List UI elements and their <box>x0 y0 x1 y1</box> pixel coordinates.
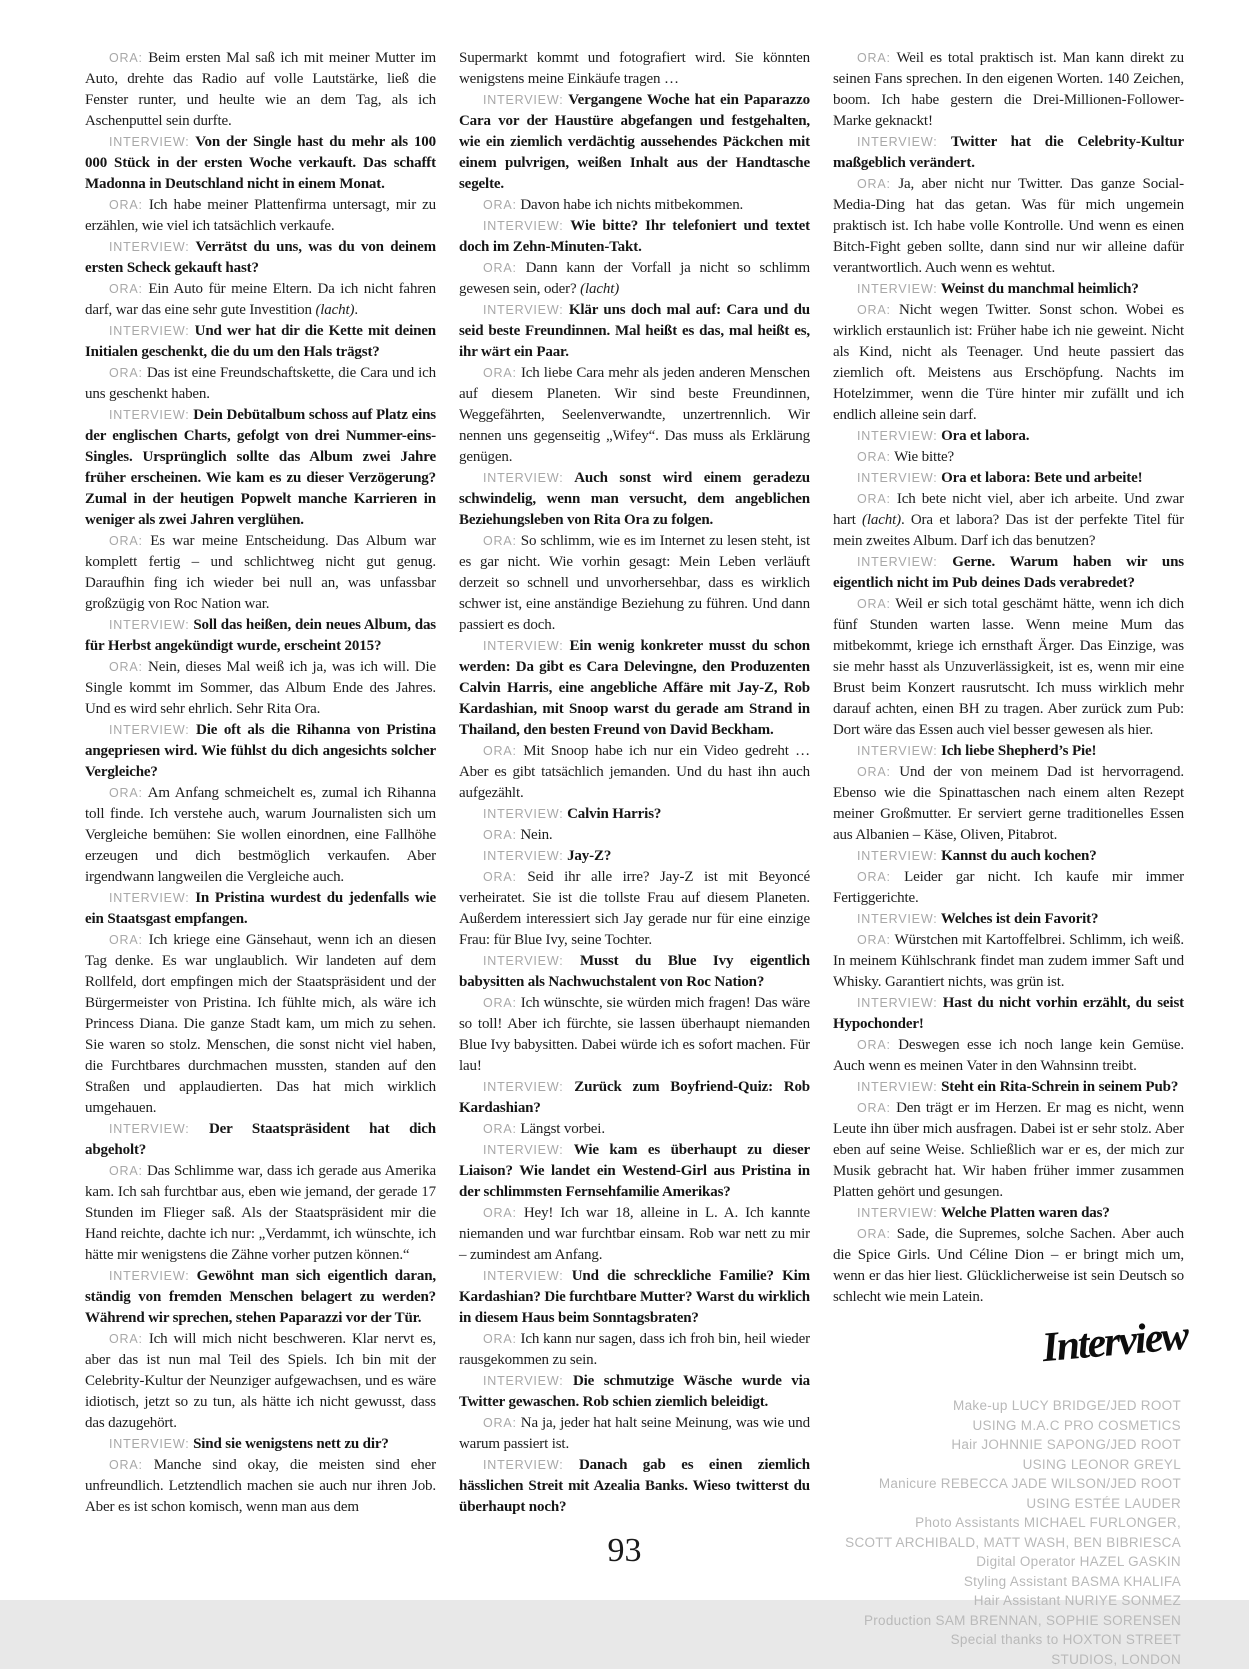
speaker-label: ORA: <box>857 1227 891 1241</box>
interview-question: INTERVIEW: Der Staatspräsident hat dich abgeholt? <box>85 1119 436 1161</box>
speaker-label: ORA: <box>109 534 143 548</box>
ora-answer: ORA: Den trägt er im Herzen. Er mag es nicht, wenn Leute ihn über mich ausfragen. Dabei ist er sehr stolz. Aber eben auf seine Weise. Schließlich war er es, der mich zur Musik gebracht hat. Wir haben früher immer zusammen Platten gehört und gesungen. <box>833 1098 1184 1203</box>
ora-answer: ORA: Ich bete nicht viel, aber ich arbeite. Und zwar hart (lacht). Ora et labora? Das ist der perfekte Titel für mein zweites Album. Darf ich das benutzen? <box>833 489 1184 552</box>
speaker-label: INTERVIEW: <box>857 1206 937 1220</box>
speaker-label: INTERVIEW: <box>109 1122 189 1136</box>
speaker-label: INTERVIEW: <box>109 723 189 737</box>
interview-question: INTERVIEW: Danach gab es einen ziemlich hässlichen Streit mit Azealia Banks. Wieso twitterst du überhaupt noch? <box>459 1455 810 1518</box>
speaker-label: INTERVIEW: <box>857 282 937 296</box>
ora-answer: ORA: So schlimm, wie es im Internet zu lesen steht, ist es gar nicht. Wie vorhin gesagt: Mein Leben verläuft derzeit so schnell und unvorhersehbar, dass es wirklich schwer ist, eine anständige Beziehung zu führen. Und dann passiert es doch. <box>459 531 810 636</box>
ora-answer: ORA: Weil er sich total geschämt hätte, wenn ich dich fünf Stunden warten lasse. Wenn meine Mum das mitbekommt, kriege ich ernsthaft Ärger. Das Einzige, was sie mehr hasst als Unzuverlässigkeit, ist es, wenn mir eine Brust beim Konzert rausrutscht. Ich muss wirklich mehr darauf achten, einen BH zu tragen. Aber zurück zum Pub: Dort wäre das Essen auch viel besser gewesen als hier. <box>833 594 1184 741</box>
speaker-label: ORA: <box>857 450 891 464</box>
ora-answer: ORA: Dann kann der Vorfall ja nicht so schlimm gewesen sein, oder? (lacht) <box>459 258 810 300</box>
ora-answer: ORA: Nein. <box>459 825 810 846</box>
speaker-label: INTERVIEW: <box>857 1080 937 1094</box>
speaker-label: INTERVIEW: <box>857 744 937 758</box>
interview-question: INTERVIEW: Sind sie wenigstens nett zu dir? <box>85 1434 436 1455</box>
speaker-label: INTERVIEW: <box>483 639 563 653</box>
credit-line: Manicure REBECCA JADE WILSON/JED ROOT <box>845 1474 1181 1494</box>
interview-question: INTERVIEW: Zurück zum Boyfriend-Quiz: Rob Kardashian? <box>459 1077 810 1119</box>
ora-answer: ORA: Nicht wegen Twitter. Sonst schon. Wobei es wirklich erstaunlich ist: Früher habe ich nie geweint. Nicht als Kind, nicht als Teenager. Und heute passiert das ziemlich oft. Meistens aus Erschöpfung. Nachts im Hotelzimmer, wenn die Türe hinter mir zufällt und ich endlich alleine sein darf. <box>833 300 1184 426</box>
ora-answer: ORA: Am Anfang schmeichelt es, zumal ich Rihanna toll finde. Ich verstehe auch, warum Journalisten sich um Vergleiche bemühen: Sie wollen einordnen, eine Fallhöhe erzeugen und dich bestmöglich verkaufen. Aber irgendwann langweilen die Vergleiche auch. <box>85 783 436 888</box>
credit-line: Make-up LUCY BRIDGE/JED ROOT <box>845 1396 1181 1416</box>
interview-question: INTERVIEW: Kannst du auch kochen? <box>833 846 1184 867</box>
credit-line: USING LEONOR GREYL <box>845 1455 1181 1475</box>
interview-question: INTERVIEW: Soll das heißen, dein neues Album, das für Herbst angekündigt wurde, erscheint 2015? <box>85 615 436 657</box>
speaker-label: INTERVIEW: <box>109 618 189 632</box>
text-column-2 <box>459 48 810 1518</box>
speaker-label: ORA: <box>483 744 517 758</box>
speaker-label: INTERVIEW: <box>483 1458 563 1472</box>
speaker-label: ORA: <box>483 828 517 842</box>
interview-question: INTERVIEW: Ich liebe Shepherd’s Pie! <box>833 741 1184 762</box>
ora-answer: ORA: Das Schlimme war, dass ich gerade aus Amerika kam. Ich sah furchtbar aus, eben wie jemand, der gerade 17 Stunden im Flieger saß. Als der Staatspräsident mir die Hand reichte, dachte ich nur: „Verdammt, ich wünschte, ich hätte mir wenigstens die Zähne vorher putzen können.“ <box>85 1161 436 1266</box>
speaker-label: ORA: <box>857 597 891 611</box>
speaker-label: ORA: <box>483 870 517 884</box>
speaker-label: ORA: <box>483 1332 517 1346</box>
speaker-label: INTERVIEW: <box>483 954 563 968</box>
speaker-label: ORA: <box>857 51 891 65</box>
speaker-label: INTERVIEW: <box>483 1080 563 1094</box>
speaker-label: INTERVIEW: <box>857 471 937 485</box>
interview-question: INTERVIEW: Ein wenig konkreter musst du schon werden: Da gibt es Cara Delevingne, den Produzenten Calvin Harris, eine angebliche Affäre mit Jay-Z, Rob Kardashian, mit Snoop warst du gerade am Strand in Thailand, den besten Freund von David Beckham. <box>459 636 810 741</box>
speaker-label: ORA: <box>109 51 143 65</box>
ora-answer: ORA: Es war meine Entscheidung. Das Album war komplett fertig – und schlichtweg nicht gut genug. Daraufhin fing ich wieder bei null an, was unfassbar großzügig von Roc Nation war. <box>85 531 436 615</box>
ora-answer: ORA: Ja, aber nicht nur Twitter. Das ganze Social-Media-Ding hat das getan. Was für mich ungemein praktisch ist. Ich habe volle Kontrolle. Und wenn es einen Bitch-Fight geben sollte, dann sind nur wir alleine dafür verantwortlich. Auch wenn es wehtut. <box>833 174 1184 279</box>
speaker-label: INTERVIEW: <box>857 912 937 926</box>
ora-answer: ORA: Und der von meinem Dad ist hervorragend. Ebenso wie die Spinattaschen nach einem alten Rezept meiner Großmutter. Er serviert gerne traditionelles Essen aus Albanien – Käse, Oliven, Pitabrot. <box>833 762 1184 846</box>
interview-question: INTERVIEW: Die schmutzige Wäsche wurde via Twitter gewaschen. Rob schien ziemlich beleidigt. <box>459 1371 810 1413</box>
speaker-label: ORA: <box>483 366 517 380</box>
ora-answer: ORA: Mit Snoop habe ich nur ein Video gedreht … Aber es gibt tatsächlich jemanden. Und du hast ihn auch aufgezählt. <box>459 741 810 804</box>
ora-answer: ORA: Manche sind okay, die meisten sind eher unfreundlich. Letztendlich machen sie auch nur ihren Job. Aber es ist schon komisch, wenn man aus dem <box>85 1455 436 1518</box>
speaker-label: INTERVIEW: <box>109 135 189 149</box>
speaker-label: ORA: <box>109 1164 143 1178</box>
speaker-label: ORA: <box>857 177 891 191</box>
interview-question: INTERVIEW: Vergangene Woche hat ein Paparazzo Cara vor der Haustüre abgefangen und festgehalten, wie ein ziemlich verdächtig aussehendes Päckchen mit einem pulvrigen, weißen Inhalt aus der Handtasche segelte. <box>459 90 810 195</box>
speaker-label: INTERVIEW: <box>483 303 563 317</box>
interview-question: INTERVIEW: Wie bitte? Ihr telefoniert und textet doch im Zehn-Minuten-Takt. <box>459 216 810 258</box>
speaker-label: INTERVIEW: <box>857 429 937 443</box>
speaker-label: INTERVIEW: <box>483 471 563 485</box>
credit-line: Production SAM BRENNAN, SOPHIE SORENSEN <box>845 1611 1181 1631</box>
interview-question: INTERVIEW: Hast du nicht vorhin erzählt, du seist Hypochonder! <box>833 993 1184 1035</box>
speaker-label: INTERVIEW: <box>483 219 563 233</box>
speaker-label: INTERVIEW: <box>483 807 563 821</box>
ora-answer: ORA: Beim ersten Mal saß ich mit meiner Mutter im Auto, drehte das Radio auf volle Lautstärke, ließ die Fenster runter, und heulte wie an dem Tag, als ich Aschenputtel sein durfte. <box>85 48 436 132</box>
speaker-label: INTERVIEW: <box>857 849 937 863</box>
interview-question: INTERVIEW: Klär uns doch mal auf: Cara und du seid beste Freundinnen. Mal heißt es das, mal heißt es, ihr wärt ein Paar. <box>459 300 810 363</box>
ora-answer: ORA: Sade, die Supremes, solche Sachen. Aber auch die Spice Girls. Und Céline Dion – er bringt mich um, wenn er das hier liest. Glücklicherweise ist sein Deutsch so schlecht wie mein Latein. <box>833 1224 1184 1308</box>
speaker-label: INTERVIEW: <box>109 324 189 338</box>
interview-question: INTERVIEW: Die oft als die Rihanna von Pristina angepriesen wird. Wie fühlst du dich angesichts solcher Vergleiche? <box>85 720 436 783</box>
credit-line: USING ESTÉE LAUDER <box>845 1494 1181 1514</box>
interview-question: INTERVIEW: Von der Single hast du mehr als 100 000 Stück in der ersten Woche verkauft. Das schafft Madonna in Deutschland nicht in einem Monat. <box>85 132 436 195</box>
speaker-label: ORA: <box>109 198 143 212</box>
speaker-label: ORA: <box>483 198 517 212</box>
speaker-label: ORA: <box>109 366 143 380</box>
ora-answer: ORA: Ich wünschte, sie würden mich fragen! Das wäre so toll! Aber ich fürchte, sie lassen überhaupt niemanden Blue Ivy babysitten. Dabei würde ich es sofort machen. Für lau! <box>459 993 810 1077</box>
ora-answer: ORA: Hey! Ich war 18, alleine in L. A. Ich kannte niemanden und war furchtbar einsam. Rob war nett zu mir – zumindest am Anfang. <box>459 1203 810 1266</box>
credit-line: Styling Assistant BASMA KHALIFA <box>845 1572 1181 1592</box>
speaker-label: INTERVIEW: <box>483 1143 563 1157</box>
interview-question: INTERVIEW: Ora et labora: Bete und arbeite! <box>833 468 1184 489</box>
speaker-label: INTERVIEW: <box>109 240 189 254</box>
interview-question: INTERVIEW: Twitter hat die Celebrity-Kultur maßgeblich verändert. <box>833 132 1184 174</box>
page-number: 93 <box>0 1532 1249 1570</box>
interview-question: INTERVIEW: Steht ein Rita-Schrein in seinem Pub? <box>833 1077 1184 1098</box>
speaker-label: INTERVIEW: <box>857 135 937 149</box>
credit-line: Hair JOHNNIE SAPONG/JED ROOT <box>845 1435 1181 1455</box>
speaker-label: ORA: <box>483 996 517 1010</box>
interview-question: INTERVIEW: Und wer hat dir die Kette mit deinen Initialen geschenkt, die du um den Hals trägst? <box>85 321 436 363</box>
interview-question: INTERVIEW: Und die schreckliche Familie? Kim Kardashian? Die furchtbare Mutter? Warst du wirklich in diesem Haus beim Sonntagsbraten? <box>459 1266 810 1329</box>
speaker-label: INTERVIEW: <box>857 555 937 569</box>
speaker-label: ORA: <box>857 303 891 317</box>
ora-answer: ORA: Deswegen esse ich noch lange kein Gemüse. Auch wenn es meinen Vater in den Wahnsinn treibt. <box>833 1035 1184 1077</box>
interview-question: INTERVIEW: Verrätst du uns, was du von deinem ersten Scheck gekauft hast? <box>85 237 436 279</box>
interview-question: INTERVIEW: Auch sonst wird einem geradezu schwindelig, wenn man versucht, dem angeblichen Beziehungsleben von Rita Ora zu folgen. <box>459 468 810 531</box>
credit-line: Hair Assistant NURIYE SONMEZ <box>845 1591 1181 1611</box>
credit-line: Photo Assistants MICHAEL FURLONGER, <box>845 1513 1181 1533</box>
speaker-label: ORA: <box>109 660 143 674</box>
interview-question: INTERVIEW: Calvin Harris? <box>459 804 810 825</box>
ora-answer: ORA: Ich will mich nicht beschweren. Klar nervt es, aber das ist nun mal Teil des Spiels. Ich bin mit der Celebrity-Kultur der Neunziger aufgewachsen, und es wäre idiotisch, jetzt so zu tun, als hätte ich nicht gewusst, dass das dazugehört. <box>85 1329 436 1434</box>
credit-line: Digital Operator HAZEL GASKIN <box>845 1552 1181 1572</box>
speaker-label: ORA: <box>483 261 517 275</box>
article-columns <box>85 48 1184 1518</box>
speaker-label: ORA: <box>857 765 891 779</box>
speaker-label: ORA: <box>857 492 891 506</box>
ora-answer: ORA: Leider gar nicht. Ich kaufe mir immer Fertiggerichte. <box>833 867 1184 909</box>
speaker-label: ORA: <box>109 1332 143 1346</box>
speaker-label: INTERVIEW: <box>483 849 563 863</box>
ora-answer: ORA: Nein, dieses Mal weiß ich ja, was ich will. Die Single kommt im Sommer, das Album Ende des Jahres. Und es wird sehr ehrlich. Sehr Rita Ora. <box>85 657 436 720</box>
interview-question: INTERVIEW: Ora et labora. <box>833 426 1184 447</box>
speaker-label: ORA: <box>483 1122 517 1136</box>
text-column-1 <box>85 48 436 1518</box>
ora-answer: ORA: Davon habe ich nichts mitbekommen. <box>459 195 810 216</box>
interview-question: INTERVIEW: Weinst du manchmal heimlich? <box>833 279 1184 300</box>
ora-answer: ORA: Weil es total praktisch ist. Man kann direkt zu seinen Fans sprechen. In den eigenen Worten. 140 Zeichen, boom. Ich habe gestern die Drei-Millionen-Follower-Marke geknackt! <box>833 48 1184 132</box>
ora-answer: ORA: Würstchen mit Kartoffelbrei. Schlimm, ich weiß. In meinem Kühlschrank findet man zudem immer Saft und Whisky. Garantiert nichts, was grün ist. <box>833 930 1184 993</box>
speaker-label: INTERVIEW: <box>109 1269 189 1283</box>
ora-answer: ORA: Ich habe meiner Plattenfirma untersagt, mir zu erzählen, wie viel ich tatsächlich verkaufe. <box>85 195 436 237</box>
interview-question: INTERVIEW: Welches ist dein Favorit? <box>833 909 1184 930</box>
speaker-label: ORA: <box>483 1416 517 1430</box>
ora-answer: ORA: Längst vorbei. <box>459 1119 810 1140</box>
interview-question: INTERVIEW: Welche Platten waren das? <box>833 1203 1184 1224</box>
ora-answer: ORA: Ich liebe Cara mehr als jeden anderen Menschen auf diesem Planeten. Wir sind beste Freundinnen, Weggefährten, Seelenverwandte, unzertrennlich. Wir nennen uns gegenseitig „Wifey“. Das muss als Erklärung genügen. <box>459 363 810 468</box>
speaker-label: ORA: <box>483 534 517 548</box>
interview-question: INTERVIEW: Gerne. Warum haben wir uns eigentlich nicht im Pub deines Dads verabredet? <box>833 552 1184 594</box>
speaker-label: ORA: <box>109 282 143 296</box>
ora-answer: ORA: Seid ihr alle irre? Jay-Z ist mit Beyoncé verheiratet. Sie ist die tollste Frau auf diesem Planeten. Außerdem interessiert sich Jay gerade nur für eine einzige Frau: für Blue Ivy, seine Tochter. <box>459 867 810 951</box>
ora-answer: ORA: Ich kann nur sagen, dass ich froh bin, heil wieder rausgekommen zu sein. <box>459 1329 810 1371</box>
ora-answer: ORA: Ein Auto für meine Eltern. Da ich nicht fahren darf, war das eine sehr gute Investition (lacht). <box>85 279 436 321</box>
speaker-label: INTERVIEW: <box>483 93 563 107</box>
ora-answer: ORA: Na ja, jeder hat halt seine Meinung, was wie und warum passiert ist. <box>459 1413 810 1455</box>
speaker-label: INTERVIEW: <box>109 891 189 905</box>
ora-answer: ORA: Das ist eine Freundschaftskette, die Cara und ich uns geschenkt haben. <box>85 363 436 405</box>
answer-continuation: Supermarkt kommt und fotografiert wird. Sie könnten wenigstens meine Einkäufe tragen … <box>459 48 810 90</box>
interview-question: INTERVIEW: Musst du Blue Ivy eigentlich babysitten als Nachwuchstalent von Roc Nation? <box>459 951 810 993</box>
speaker-label: ORA: <box>483 1206 517 1220</box>
interview-question: INTERVIEW: Jay-Z? <box>459 846 810 867</box>
speaker-label: ORA: <box>109 933 143 947</box>
speaker-label: ORA: <box>857 1101 891 1115</box>
speaker-label: INTERVIEW: <box>483 1374 563 1388</box>
speaker-label: INTERVIEW: <box>109 408 189 422</box>
speaker-label: INTERVIEW: <box>857 996 937 1010</box>
speaker-label: ORA: <box>109 1458 143 1472</box>
speaker-label: ORA: <box>857 933 891 947</box>
speaker-label: ORA: <box>857 870 891 884</box>
credit-line: STUDIOS, LONDON <box>845 1650 1181 1669</box>
ora-answer: ORA: Wie bitte? <box>833 447 1184 468</box>
interview-question: INTERVIEW: In Pristina wurdest du jedenfalls wie ein Staatsgast empfangen. <box>85 888 436 930</box>
ora-answer: ORA: Ich kriege eine Gänsehaut, wenn ich an diesen Tag denke. Es war unglaublich. Wir landeten auf dem Rollfeld, dort empfingen mich der Staatspräsident und der Bürgermeister von Pristina. Ich fühlte mich, als wäre ich Princess Diana. Die ganze Stadt kam, um mich zu sehen. Sie waren so stolz. Menschen, die sonst nicht viel haben, die Furchtbares durchmachen mussten, standen auf den Straßen und applaudierten. Das hat mich wirklich umgehauen. <box>85 930 436 1119</box>
speaker-label: ORA: <box>857 1038 891 1052</box>
speaker-label: INTERVIEW: <box>109 1437 189 1451</box>
credit-line: SCOTT ARCHIBALD, MATT WASH, BEN BIBRIESCA <box>845 1533 1181 1553</box>
credit-line: Special thanks to HOXTON STREET <box>845 1630 1181 1650</box>
speaker-label: INTERVIEW: <box>483 1269 563 1283</box>
interview-question: INTERVIEW: Gewöhnt man sich eigentlich daran, ständig von fremden Menschen belagert zu werden? Während wir sprechen, stehen Paparazzi vor der Tür. <box>85 1266 436 1329</box>
interview-question: INTERVIEW: Dein Debütalbum schoss auf Platz eins der englischen Charts, gefolgt von drei Nummer-eins-Singles. Ursprünglich sollte das Album zwei Jahre früher erscheinen. Wie kam es zu dieser Verzögerung? Zumal in der heutigen Popwelt manche Karrieren in weniger als zwei Jahren verglühen. <box>85 405 436 531</box>
interview-question: INTERVIEW: Wie kam es überhaupt zu dieser Liaison? Wie landet ein Westend-Girl aus Pristina in der schlimmsten Fernsehfamilie Amerikas? <box>459 1140 810 1203</box>
interview-magazine-logo: Interview <box>1040 1312 1189 1372</box>
speaker-label: ORA: <box>109 786 143 800</box>
credit-line: USING M.A.C PRO COSMETICS <box>845 1416 1181 1436</box>
text-column-3 <box>833 48 1184 1518</box>
